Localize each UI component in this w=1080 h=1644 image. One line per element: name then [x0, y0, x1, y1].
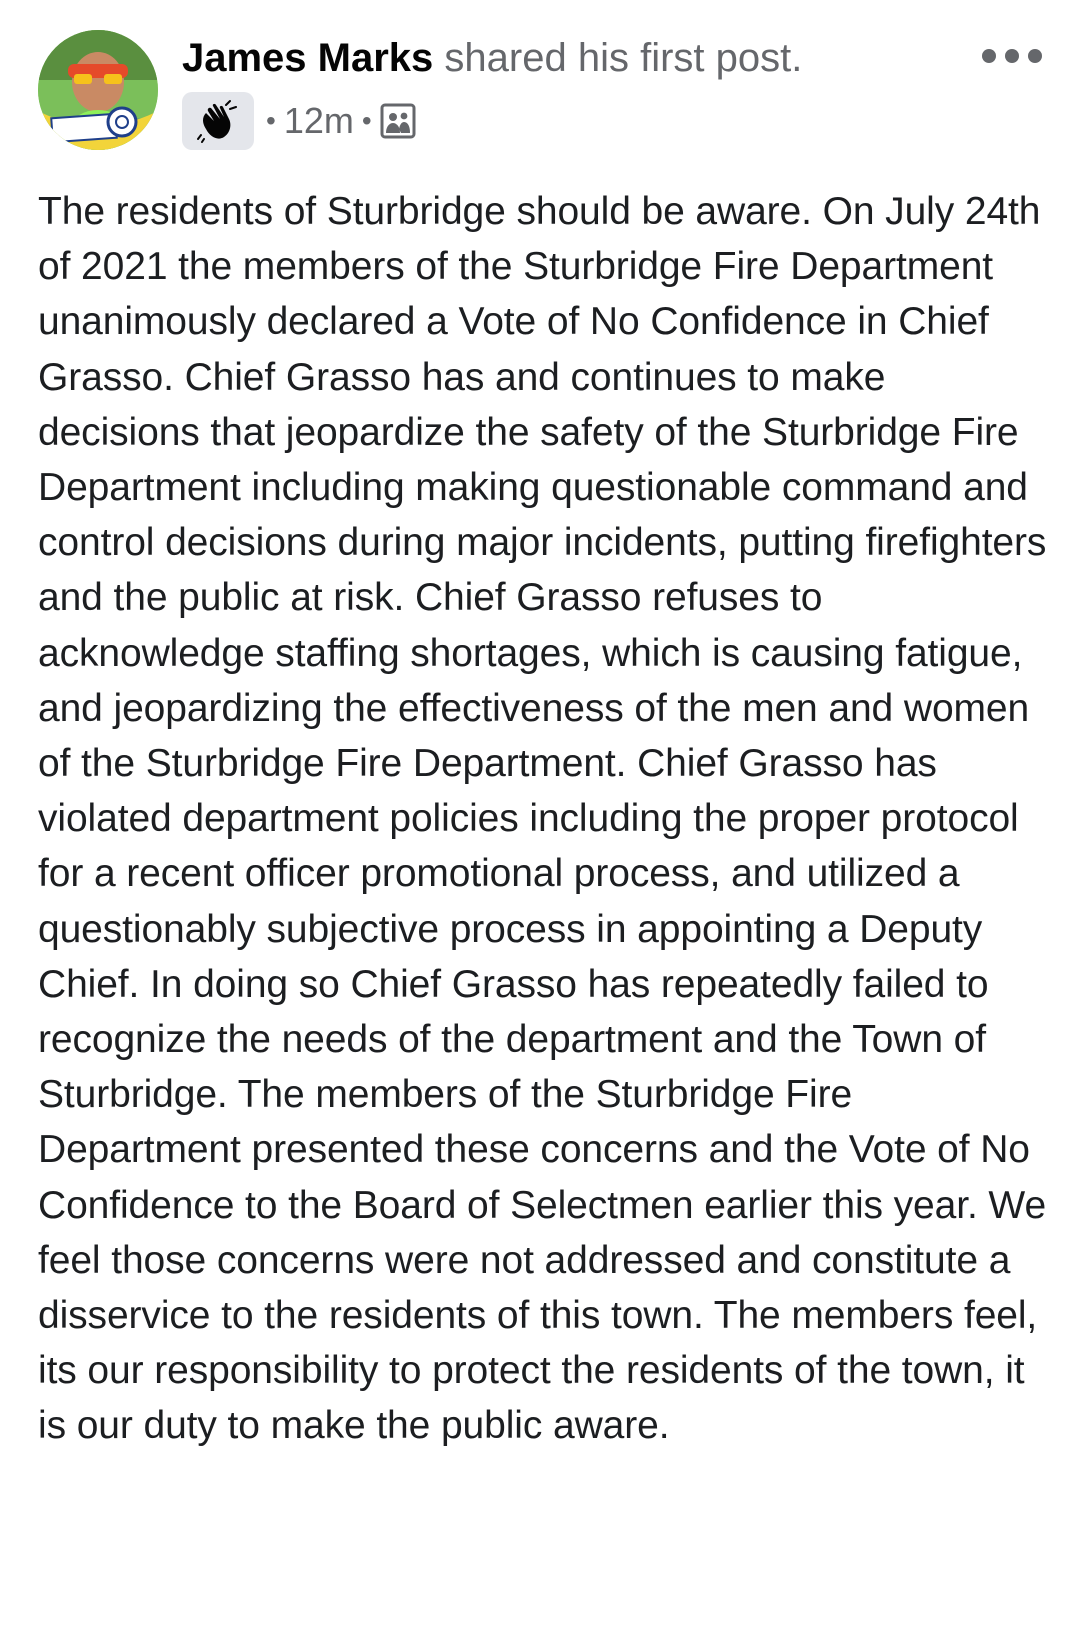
meta-separator: •: [361, 105, 372, 136]
friends-audience-icon: [380, 103, 416, 139]
more-options-button[interactable]: [982, 44, 1042, 68]
post-header: [38, 30, 1042, 160]
waving-hand-icon: [196, 99, 240, 143]
post-action-text: shared his first post.: [433, 36, 803, 80]
post-timestamp[interactable]: 12m: [283, 100, 354, 141]
more-options-icon: [1028, 49, 1042, 63]
post-body-text: The residents of Sturbridge should be aware. On July 24th of 2021 the members of the Sturbridge Fire Department unanimously declared a Vote of No Confidence in Chief Grasso. Chief Grasso has and continues to make decisions that jeopardize the safety of the Sturbridge Fire Department including making questionable command and control decisions during major incidents, putting firefighters and the public at risk. Chief Grasso refuses to acknowledge staffing shortages, which is causing fatigue, and jeopardizing the effectiveness of the men and women of the Sturbridge Fire Department. Chief Grasso has violated department policies including the proper protocol for a recent officer promotional process, and utilized a questionably subjective process in appointing a Deputy Chief. In doing so Chief Grasso has repeatedly failed to recognize the needs of the department and the Town of Sturbridge. The members of the Sturbridge Fire Department presented these concerns and the Vote of No Confidence to the Board of Selectmen earlier this year. We feel those concerns were not addressed and constitute a disservice to the residents of this town. The members feel, its our responsibility to protect the residents of the town, it is our duty to make the public aware.: [38, 190, 1047, 1448]
post-meta: [182, 92, 416, 150]
avatar[interactable]: [38, 30, 158, 150]
more-options-icon: [1005, 49, 1019, 63]
avatar-image: [38, 30, 158, 150]
audience-selector[interactable]: [380, 103, 416, 139]
more-options-icon: [982, 49, 996, 63]
meta-separator: •: [266, 105, 276, 136]
waving-hand-badge[interactable]: [182, 92, 254, 150]
post-title-line: [182, 32, 802, 84]
author-name[interactable]: James Marks: [182, 36, 434, 80]
